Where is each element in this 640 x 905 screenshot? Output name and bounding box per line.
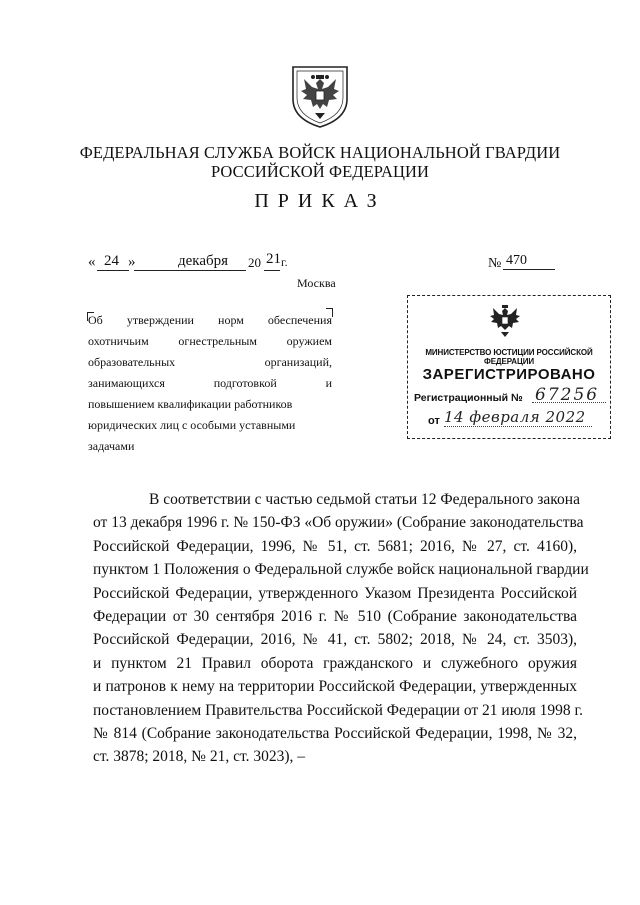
date-year-suffix: 21 (266, 251, 281, 267)
preamble-line: Федерации от 30 сентября 2016 г. № 510 (Собрание законодательства (93, 608, 577, 626)
stamp-date-label: от (428, 415, 440, 427)
preamble-line: и патронов к нему на территории Российской Федерации, утвержденных (93, 678, 577, 696)
date-month: декабря (178, 253, 229, 269)
preamble-line: пунктом 1 Положения о Федеральной службе войск национальной гвардии (93, 561, 589, 579)
subject-word: организаций, (264, 355, 332, 369)
preamble-line: Российской Федерации, утвержденного Указом Президента Российской (93, 584, 577, 602)
order-subject (88, 310, 332, 457)
subject-word: оружием (286, 334, 332, 348)
stamp-ministry-name: МИНИСТЕРСТВО ЮСТИЦИИ РОССИЙСКОЙ ФЕДЕРАЦИИ (425, 348, 593, 366)
preamble-line: ст. 3878; 2018, № 21, ст. 3023), – (93, 748, 305, 766)
date-month-underline (134, 270, 246, 271)
date-year-underline (264, 270, 280, 271)
subject-word: утверждении (126, 313, 194, 327)
preamble-line: Российской Федерации, 1996, № 51, ст. 5681; 2016, № 27, ст. 4160), (93, 537, 577, 555)
preamble-line: и пунктом 21 Правил оборота гражданского и служебного оружия (93, 654, 577, 672)
subject-word: огнестрельным (178, 334, 257, 348)
subject-line (88, 310, 332, 331)
stamp-registration-number-label: Регистрационный № (414, 392, 523, 404)
coat-of-arms-icon (289, 63, 351, 129)
subject-word: занимающихся (88, 376, 165, 390)
number-underline (503, 269, 555, 270)
stamp-registration-number: 67256 (535, 385, 600, 405)
preamble-line: № 814 (Собрание законодательства Российской Федерации, 1998, № 32, (93, 725, 577, 743)
city-name: Москва (297, 276, 336, 290)
subject-word: подготовкой (213, 376, 277, 390)
subject-line (88, 373, 332, 394)
registration-stamp (407, 295, 611, 439)
date-close-quote: » (128, 254, 136, 270)
stamp-registration-date: 14 февраля 2022 (444, 408, 586, 426)
subject-line (88, 331, 332, 352)
stamp-registered-label: ЗАРЕГИСТРИРОВАНО (422, 366, 596, 383)
subject-line (88, 436, 332, 457)
date-day-underline (97, 270, 129, 271)
subject-word: и (325, 376, 332, 390)
date-year-mark: г. (281, 255, 288, 269)
preamble-line: постановлением Правительства Российской Федерации от 21 июля 1998 г. (93, 701, 583, 719)
organization-title-line2: РОССИЙСКОЙ ФЕДЕРАЦИИ (210, 162, 430, 181)
document-type-heading: ПРИКАЗ (254, 190, 386, 212)
subject-line (88, 394, 332, 415)
stamp-emblem-icon (486, 303, 524, 339)
date-year-prefix: 20 (248, 255, 261, 270)
subject-word: охотничьим (88, 334, 149, 348)
organization-title (60, 143, 580, 181)
number-label: № (488, 256, 502, 271)
subject-word: Об (88, 313, 103, 327)
subject-line (88, 352, 332, 373)
date-open-quote: « (88, 254, 96, 270)
preamble-line: от 13 декабря 1996 г. № 150-ФЗ «Об оружии» (Собрание законодательства (93, 514, 584, 532)
preamble-line: Российской Федерации, 2016, № 41, ст. 5802; 2018, № 24, ст. 3503), (93, 631, 577, 649)
subject-word: юридических лиц с особыми уставными (88, 418, 296, 432)
preamble-line: В соответствии с частью седьмой статьи 12 Федерального закона (149, 491, 580, 508)
subject-word: образовательных (88, 355, 176, 369)
date-day: 24 (104, 253, 119, 269)
subject-word: задачами (88, 439, 135, 453)
organization-title-line1: ФЕДЕРАЛЬНАЯ СЛУЖБА ВОЙСК НАЦИОНАЛЬНОЙ ГВАРДИИ (79, 143, 561, 162)
number-value: 470 (506, 253, 527, 268)
stamp-number-line (532, 402, 606, 403)
order-preamble (93, 488, 589, 769)
stamp-date-line (444, 426, 592, 427)
subject-word: норм (218, 313, 244, 327)
subject-word: обеспечения (267, 313, 332, 327)
subject-line (88, 415, 332, 436)
subject-word: повышением квалификации работников (88, 397, 293, 411)
